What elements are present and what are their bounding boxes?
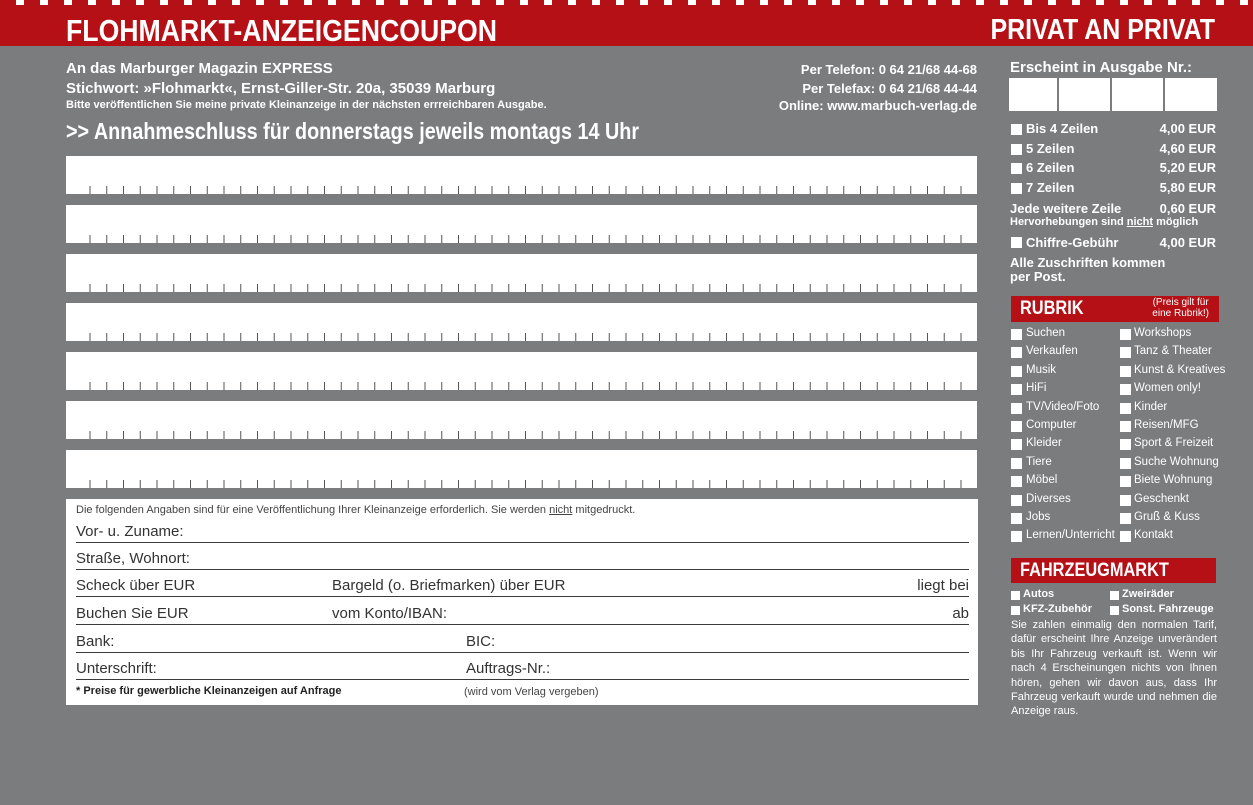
form-intro [76,504,635,516]
rubrik-label: Computer [1026,419,1077,431]
rubrik-checkbox[interactable] [1120,476,1131,487]
contact-fax: Per Telefax: 0 64 21/68 44-44 [802,81,977,96]
sonst-fahrzeuge-label: Sonst. Fahrzeuge [1122,603,1214,615]
fahrzeug-text-line: nach 4 Erscheinungen nichts von Ihnen [1011,662,1217,675]
price-option-label: Bis 4 Zeilen [1026,121,1099,136]
ab-label: ab [952,605,969,622]
form-intro-text: Die folgenden Angaben sind für eine Veröffentlichung Ihrer Kleinanzeige erforderlich. Sie werden [76,504,550,516]
rubrik-checkbox[interactable] [1120,421,1131,432]
zweiraeder-checkbox[interactable] [1110,591,1119,600]
rubrik-label: Kunst & Kreatives [1134,363,1226,376]
rubrik-checkbox[interactable] [1120,458,1131,469]
price-option-checkbox[interactable] [1011,124,1022,135]
box-divider [1110,78,1112,111]
rubrik-title: RUBRIK [1020,298,1084,319]
rubrik-label: TV/Video/Foto [1026,400,1100,413]
fahrzeug-description [1011,618,1217,719]
rubrik-checkbox[interactable] [1120,384,1131,395]
rubrik-label: Women only! [1134,382,1201,395]
fahrzeug-text-line: dafür erscheint Ihre Anzeige unverändert [1011,633,1217,646]
price-option-label: 5 Zeilen [1026,140,1075,156]
deadline-note: >> Annahmeschluss für donnerstags jeweils montags 14 Uhr [66,118,640,144]
address-line-3: Bitte veröffentlichen Sie meine private Kleinanzeige in der nächsten errreichbaren Ausgabe. [66,99,547,111]
post-note-1: Alle Zuschriften kommen [1010,255,1166,270]
contact-online: Online: www.marbuch-verlag.de [778,98,977,113]
bank-label: Bank: [76,633,115,650]
rubrik-label: Kleider [1026,437,1062,450]
price-option-value: 4,00 EUR [1159,121,1216,136]
rubrik-label: Suchen [1026,327,1066,339]
chiffre-checkbox[interactable] [1011,237,1022,248]
price-option-label: 6 Zeilen [1026,160,1075,175]
rubrik-label: Jobs [1026,511,1051,523]
price-option-checkbox[interactable] [1011,183,1022,194]
price-option-value: 4,60 EUR [1159,140,1216,156]
rubrik-checkbox[interactable] [1120,439,1131,450]
rubrik-label: Sport & Freizeit [1134,437,1214,450]
private-title: PRIVAT AN PRIVAT [990,14,1215,46]
extra-line-price: 0,60 EUR [1159,201,1216,216]
rubrik-checkbox[interactable] [1011,439,1022,450]
ad-line-ticks [66,184,977,194]
kfz-zubehoer-label: KFZ-Zubehör [1023,603,1093,615]
rubrik-checkbox[interactable] [1011,458,1022,469]
kfz-zubehoer-checkbox[interactable] [1011,606,1020,615]
ad-line-1[interactable] [66,156,977,194]
rubrik-label: Möbel [1026,474,1058,487]
rubrik-checkbox[interactable] [1120,403,1131,414]
box-divider [1163,78,1165,111]
payment-cash-row[interactable] [76,574,969,597]
ad-line-ticks [66,429,977,439]
rubrik-checkbox[interactable] [1120,347,1131,358]
enclosed-label: liegt bei [917,577,969,594]
post-note-2: per Post. [1010,269,1066,284]
rubrik-label: Suche Wohnung [1134,455,1219,468]
rubrik-checkbox[interactable] [1011,531,1022,542]
rubrik-note-line: (Preis gilt für [1152,297,1209,308]
highlight-note-end: möglich [1153,216,1199,228]
rubrik-label: Geschenkt [1134,492,1189,505]
rubrik-label: Reisen/MFG [1134,419,1199,431]
order-number-note: (wird vom Verlag vergeben) [464,686,599,698]
address-line-2: Stichwort: »Flohmarkt«, Ernst-Giller-Str. 20a, 35039 Marburg [66,80,496,97]
rubrik-checkbox[interactable] [1120,329,1131,340]
autos-checkbox[interactable] [1011,591,1020,600]
highlight-note-text: Hervorhebungen sind [1010,216,1127,228]
street-field[interactable] [76,547,969,570]
highlight-note-emphasis: nicht [1126,216,1154,228]
name-field[interactable] [76,520,969,543]
coupon-title: FLOHMARKT-ANZEIGENCOUPON [66,13,497,48]
rubrik-label: Gruß & Kuss [1134,511,1200,523]
signature-row[interactable] [76,657,969,680]
rubrik-note-line: eine Rubrik!) [1152,308,1209,319]
extra-line-label: Jede weitere Zeile [1010,201,1122,216]
price-option-value: 5,80 EUR [1159,179,1216,195]
bank-row[interactable] [76,630,969,653]
fahrzeug-text-line: Sie zahlen einmalig den normalen Tarif, [1011,619,1217,631]
rubrik-checkbox[interactable] [1011,347,1022,358]
fahrzeug-header [1011,558,1216,583]
rubrik-checkbox[interactable] [1011,476,1022,487]
issue-label: Erscheint in Ausgabe Nr.: [1010,59,1192,76]
rubrik-label: HiFi [1026,382,1047,395]
chiffre-price: 4,00 EUR [1159,235,1216,250]
rubrik-label: Diverses [1026,492,1071,505]
rubrik-checkbox[interactable] [1120,495,1131,506]
account-label: vom Konto/IBAN: [332,605,448,622]
issue-number-boxes[interactable] [1009,78,1217,111]
rubrik-label: Kontakt [1134,529,1173,542]
rubrik-checkbox[interactable] [1011,329,1022,340]
highlight-note [1010,216,1198,228]
rubrik-checkbox[interactable] [1011,495,1022,506]
ad-line-7[interactable] [66,450,977,488]
chiffre-label: Chiffre-Gebühr [1026,235,1119,250]
rubrik-checkbox[interactable] [1120,531,1131,542]
ad-line-5[interactable] [66,352,977,390]
rubrik-checkbox[interactable] [1011,421,1022,432]
fahrzeug-title: FAHRZEUGMARKT [1020,560,1169,581]
rubrik-label: Musik [1026,363,1057,376]
check-label: Scheck über EUR [76,577,196,594]
fahrzeug-text-line: bis Ihr Fahrzeug verkauft ist. Wenn wir [1011,647,1217,660]
signature-label: Unterschrift: [76,660,157,677]
price-option-checkbox[interactable] [1011,163,1022,174]
price-option-checkbox[interactable] [1011,144,1022,155]
bic-label: BIC: [466,633,496,650]
rubrik-label: Kinder [1134,400,1168,413]
rubrik-checkbox[interactable] [1011,513,1022,524]
rubrik-header [1011,296,1219,322]
ad-line-ticks [66,478,977,488]
rubrik-note [1152,297,1209,319]
debit-label: Buchen Sie EUR [76,605,189,622]
personal-data-form [66,499,978,705]
fahrzeug-text-line: hören, gehen wir davon aus, dass Ihr [1011,676,1217,689]
sonst-fahrzeuge-checkbox[interactable] [1110,606,1119,615]
rubrik-label: Workshops [1134,327,1192,339]
price-option-value: 5,20 EUR [1159,160,1216,175]
ad-line-ticks [66,233,977,243]
box-divider [1057,78,1059,111]
rubrik-label: Biete Wohnung [1134,474,1213,487]
rubrik-checkbox[interactable] [1120,366,1131,377]
form-intro-end: mitgedruckt. [572,504,636,516]
cash-label: Bargeld (o. Briefmarken) über EUR [332,577,566,594]
rubrik-checkbox[interactable] [1011,366,1022,377]
ad-line-6[interactable] [66,401,977,439]
fahrzeug-text-line: Anzeige raus. [1011,705,1079,718]
rubrik-checkbox[interactable] [1120,513,1131,524]
zweiraeder-label: Zweiräder [1122,588,1174,600]
rubrik-label: Tiere [1026,455,1052,468]
ad-line-ticks [66,380,977,390]
name-label: Vor- u. Zuname: [76,523,184,540]
ad-line-2[interactable] [66,205,977,243]
rubrik-label: Tanz & Theater [1134,345,1212,358]
title-bar [0,5,1253,46]
rubrik-checkbox[interactable] [1011,384,1022,395]
footnote: * Preise für gewerbliche Kleinanzeigen auf Anfrage [76,685,342,697]
rubrik-label: Verkaufen [1026,345,1078,358]
ad-line-ticks [66,282,977,292]
form-intro-emphasis: nicht [549,504,573,516]
ad-line-ticks [66,331,977,341]
rubrik-label: Lernen/Unterricht [1026,529,1115,542]
price-option-label: 7 Zeilen [1026,179,1075,195]
contact-phone: Per Telefon: 0 64 21/68 44-68 [800,62,977,77]
ad-line-3[interactable] [66,254,977,292]
address-line-1: An das Marburger Magazin EXPRESS [66,60,333,77]
fahrzeug-text-line: Fahrzeug verkauft wurde und nehmen die [1011,691,1217,704]
rubrik-checkbox[interactable] [1011,403,1022,414]
street-label: Straße, Wohnort: [76,550,190,567]
order-number-label: Auftrags-Nr.: [466,660,551,677]
autos-label: Autos [1023,588,1055,600]
payment-debit-row[interactable] [76,602,969,625]
ad-line-4[interactable] [66,303,977,341]
